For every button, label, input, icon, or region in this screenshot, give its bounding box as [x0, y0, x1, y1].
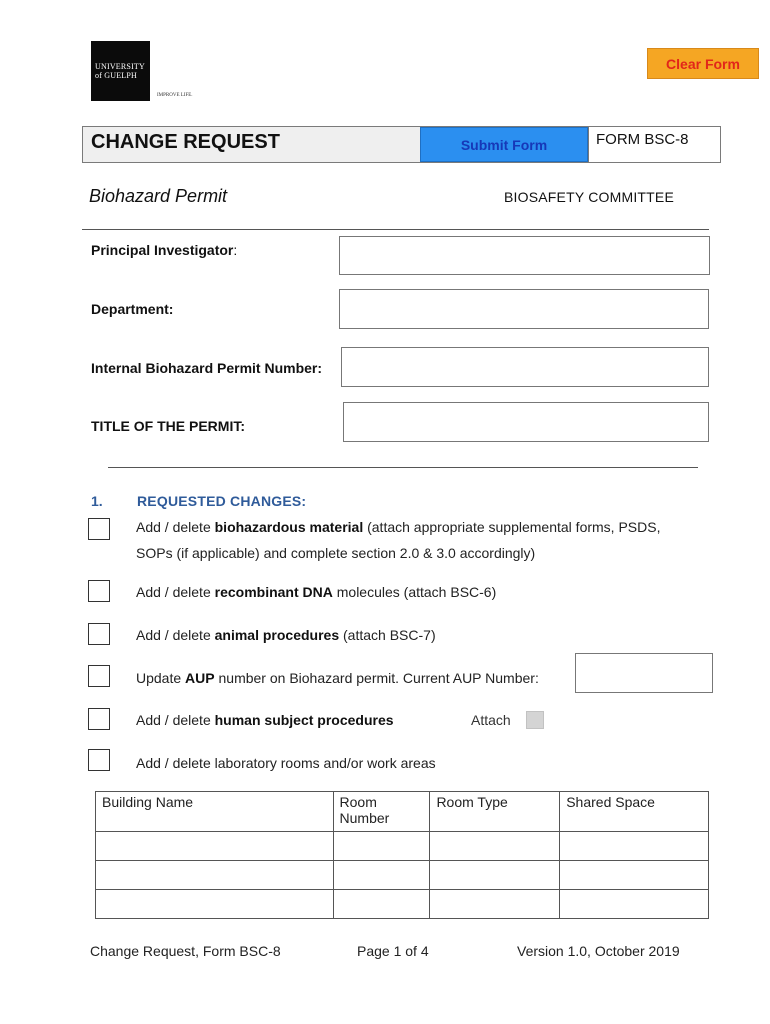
- checkbox-aup-number[interactable]: [88, 665, 110, 687]
- building-name-cell[interactable]: [96, 861, 334, 890]
- principal-investigator-input[interactable]: [339, 236, 710, 275]
- department-input[interactable]: [339, 289, 709, 329]
- permit-subtitle: Biohazard Permit: [89, 186, 228, 206]
- building-name-cell[interactable]: [96, 832, 334, 861]
- option-recombinant-dna: Add / delete recombinant DNA molecules (attach BSC-6): [136, 584, 497, 600]
- permit-title-label: TITLE OF THE PERMIT:: [91, 418, 245, 434]
- shared-space-cell[interactable]: [560, 890, 709, 919]
- attach-file-button[interactable]: [526, 711, 544, 729]
- room-type-cell[interactable]: [430, 832, 560, 861]
- logo-tagline: IMPROVE LIFE.: [157, 93, 193, 98]
- room-number-cell[interactable]: [333, 861, 430, 890]
- form-code: FORM BSC-8: [596, 131, 689, 148]
- header-room-number: Room Number: [333, 792, 430, 832]
- table-row: [96, 832, 709, 861]
- room-number-cell[interactable]: [333, 832, 430, 861]
- option-biohazardous-material: Add / delete biohazardous material (attach appropriate supplemental forms, PSDS,: [136, 519, 661, 535]
- header-shared-space: Shared Space: [560, 792, 709, 832]
- option-aup-number: Update AUP number on Biohazard permit. Current AUP Number:: [136, 670, 539, 686]
- checkbox-laboratory-rooms[interactable]: [88, 749, 110, 771]
- table-header-row: [96, 792, 709, 832]
- checkbox-human-subject-procedures[interactable]: [88, 708, 110, 730]
- checkbox-recombinant-dna[interactable]: [88, 580, 110, 602]
- header-building-name: Building Name: [96, 792, 334, 832]
- room-number-cell[interactable]: [333, 890, 430, 919]
- section-title: REQUESTED CHANGES:: [137, 493, 307, 509]
- option-biohazardous-material-line2: SOPs (if applicable) and complete section 2.0 & 3.0 accordingly): [136, 545, 536, 561]
- table-row: [96, 861, 709, 890]
- aup-number-input[interactable]: [575, 653, 713, 693]
- table-row: [96, 890, 709, 919]
- logo-line-1: UNIVERSITY: [95, 62, 145, 71]
- section-number: 1.: [91, 493, 103, 509]
- logo-line-2: of GUELPH: [95, 71, 138, 80]
- footer-form-name: Change Request, Form BSC-8: [90, 943, 281, 959]
- permit-number-label: Internal Biohazard Permit Number:: [91, 360, 323, 376]
- department-label: Department:: [91, 301, 174, 317]
- clear-form-button[interactable]: Clear Form: [647, 48, 759, 79]
- shared-space-cell[interactable]: [560, 861, 709, 890]
- room-type-cell[interactable]: [430, 890, 560, 919]
- shared-space-cell[interactable]: [560, 832, 709, 861]
- rooms-table: [95, 791, 709, 919]
- room-type-cell[interactable]: [430, 861, 560, 890]
- header-room-type: Room Type: [430, 792, 560, 832]
- submit-form-button[interactable]: Submit Form: [420, 127, 588, 162]
- checkbox-biohazardous-material[interactable]: [88, 518, 110, 540]
- section-divider: [108, 467, 698, 468]
- option-animal-procedures: Add / delete animal procedures (attach BSC-7): [136, 627, 436, 643]
- building-name-cell[interactable]: [96, 890, 334, 919]
- committee-name: BIOSAFETY COMMITTEE: [504, 189, 675, 205]
- option-human-subject-procedures: Add / delete human subject procedures: [136, 712, 394, 728]
- pi-label: Principal Investigator:: [91, 242, 238, 258]
- checkbox-animal-procedures[interactable]: [88, 623, 110, 645]
- page-title: CHANGE REQUEST: [91, 131, 280, 153]
- footer-page-number: Page 1 of 4: [357, 943, 429, 959]
- footer-version: Version 1.0, October 2019: [517, 943, 680, 959]
- permit-title-input[interactable]: [343, 402, 709, 442]
- attach-label: Attach: [471, 712, 511, 728]
- header-divider: [82, 229, 709, 230]
- permit-number-input[interactable]: [341, 347, 709, 387]
- option-laboratory-rooms: Add / delete laboratory rooms and/or work areas: [136, 755, 436, 771]
- university-logo: [91, 41, 150, 101]
